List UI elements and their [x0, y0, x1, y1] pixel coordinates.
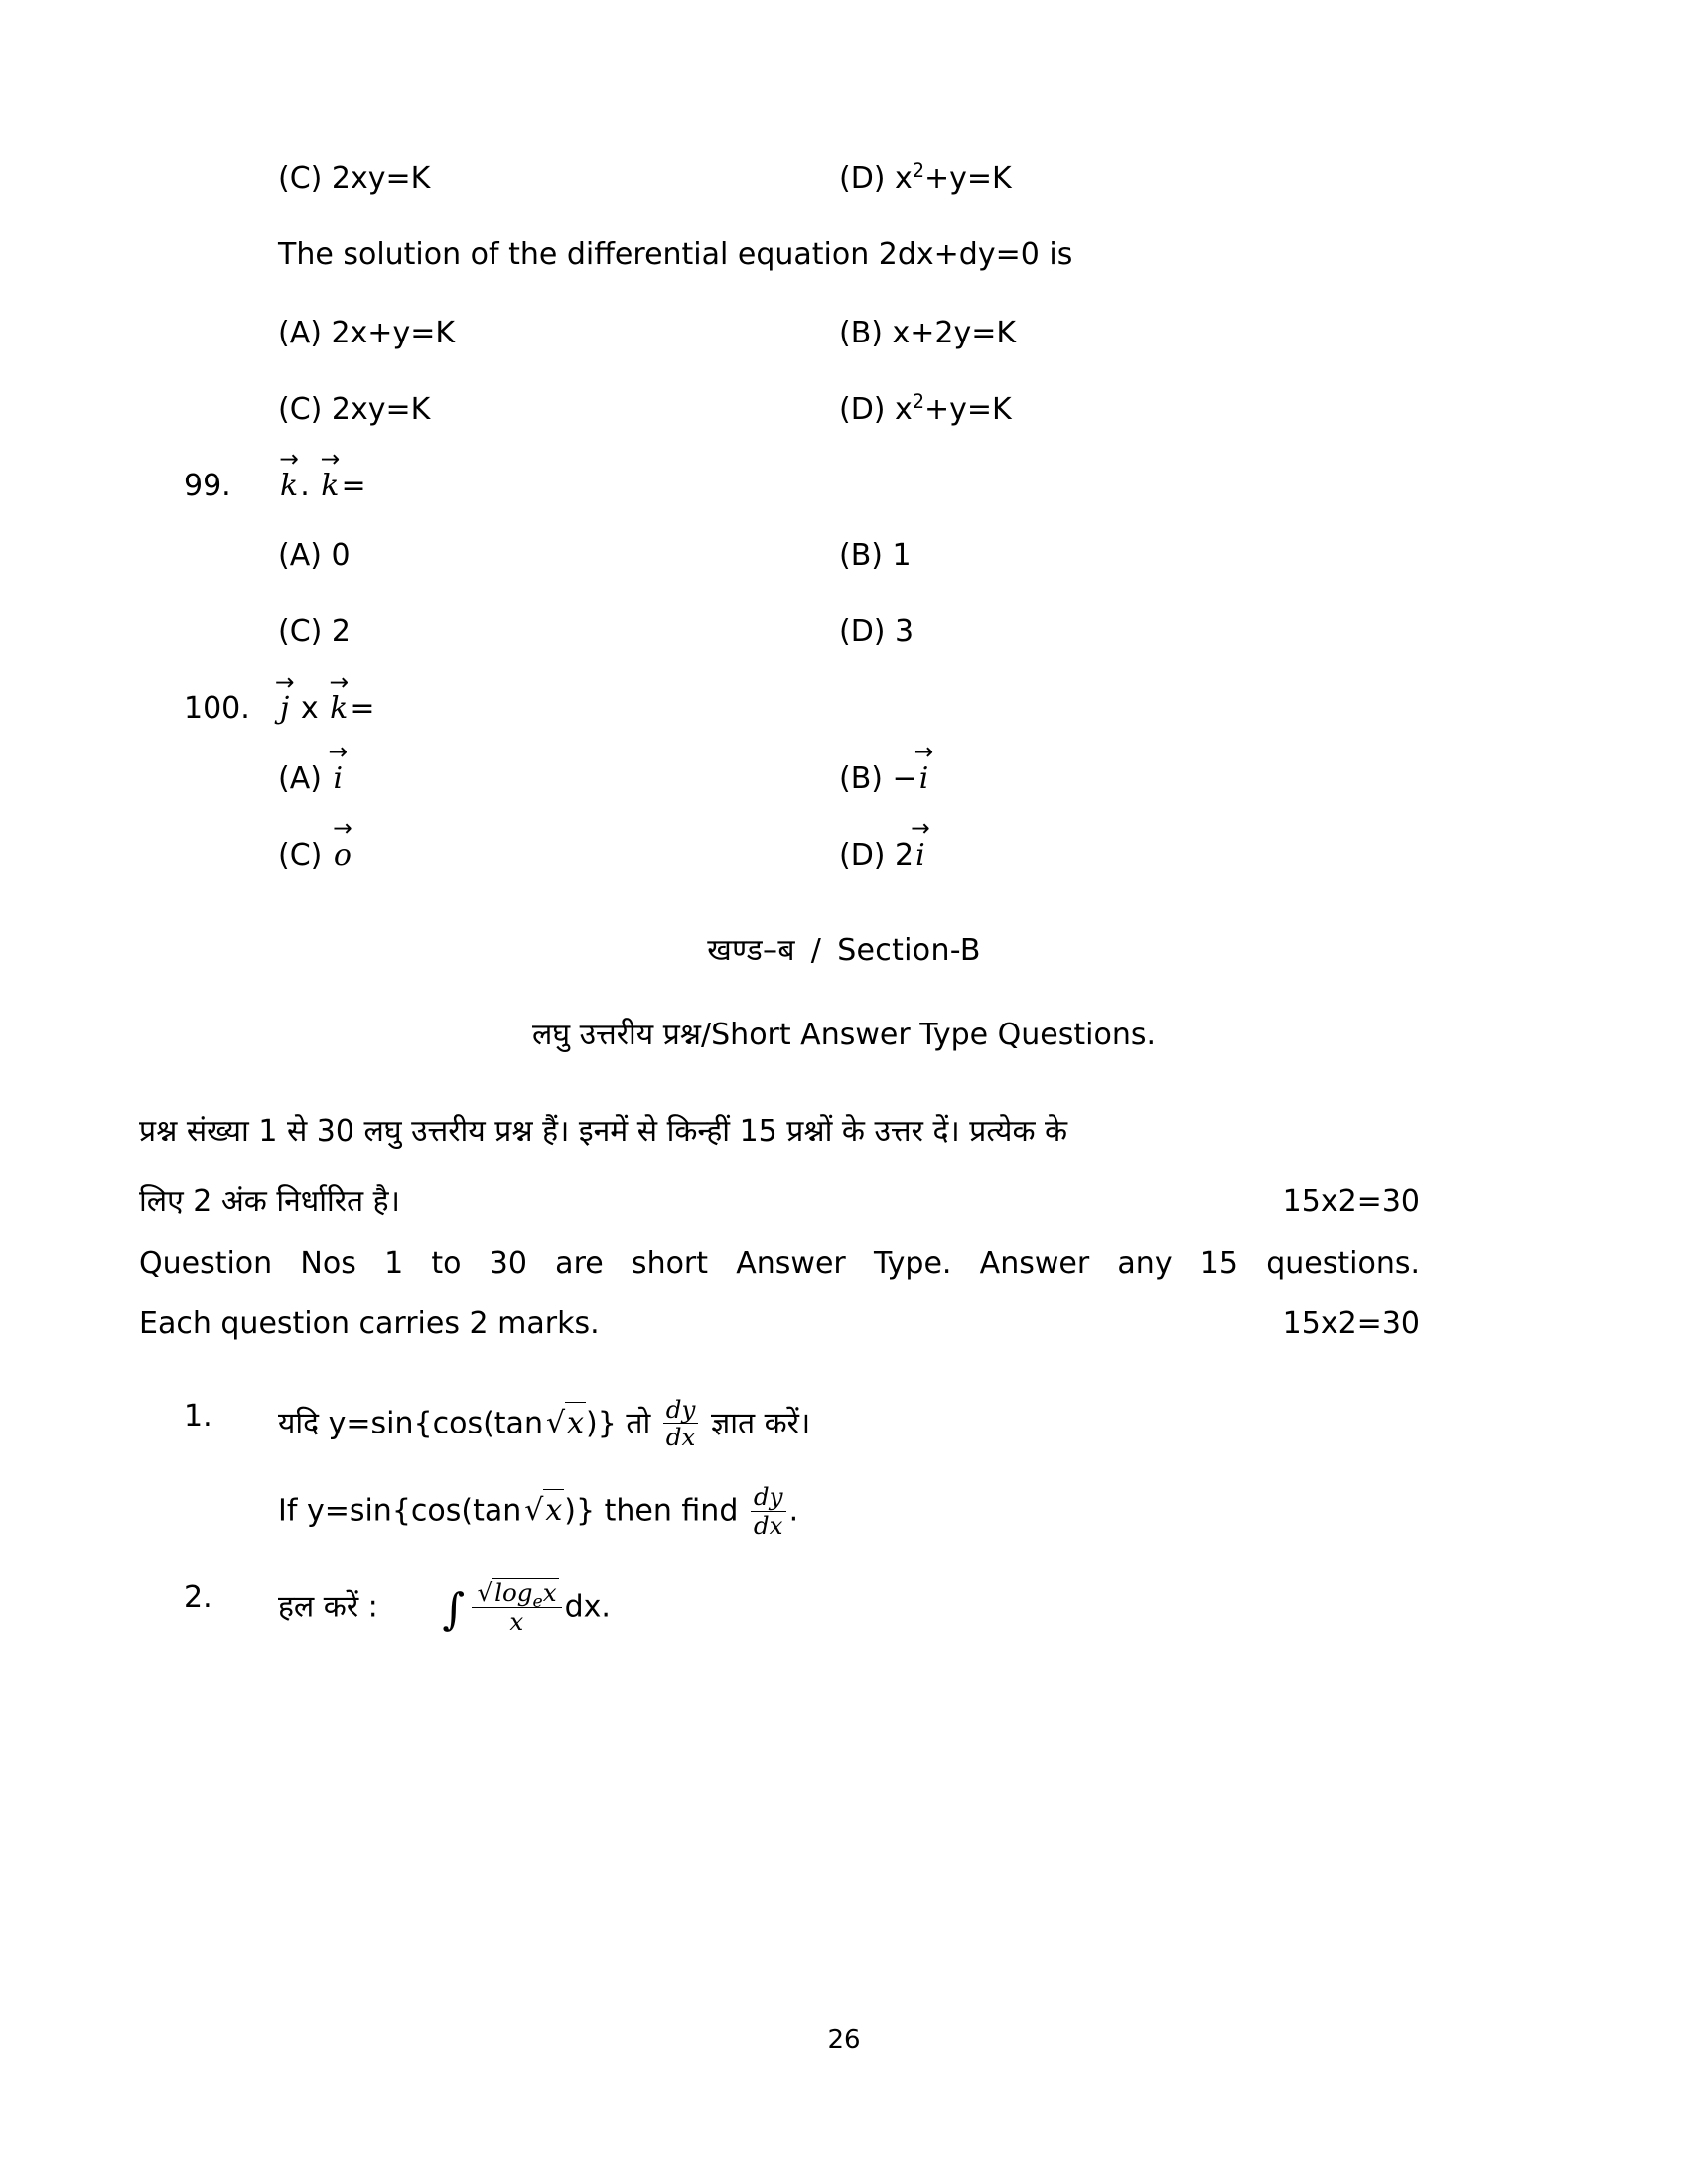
question-99-stem	[278, 467, 1504, 507]
section-heading	[184, 928, 1504, 969]
q99-options-row-ab	[184, 536, 1504, 575]
option-c: (C) 2xy=K	[278, 391, 431, 427]
short-question-2-hindi	[278, 1578, 1504, 1640]
vector-i: i →	[917, 759, 931, 798]
fraction-numerator	[472, 1577, 562, 1612]
question-100-number: 100.	[184, 691, 250, 726]
section-heading-hindi: खण्ड–ब	[707, 932, 795, 968]
log-argument: x	[542, 1577, 557, 1607]
page-content	[139, 159, 1504, 1666]
option-c-label: (C)	[278, 837, 323, 873]
instructions-hindi-marks: 15x2=30	[1282, 1184, 1420, 1219]
options-row-cd	[184, 390, 1504, 429]
option-b: (B) x+2y=K	[839, 315, 1017, 350]
question-99	[184, 467, 1504, 507]
q99-options-row-cd	[184, 613, 1504, 651]
cross-operator: x	[300, 691, 319, 726]
expression-start: y=sin{cos(tan	[328, 1405, 543, 1440]
instructions-english-marks: 15x2=30	[1282, 1306, 1420, 1341]
square-root: √x	[521, 1489, 564, 1532]
integral-icon: ∫	[442, 1584, 465, 1635]
option-b: (B) 1	[839, 538, 912, 573]
vector-j: j →	[278, 689, 291, 730]
fraction-denominator: dx	[753, 1510, 783, 1540]
option-c: (C) 2	[278, 614, 351, 649]
short-question-2	[184, 1578, 1504, 1640]
equals-sign: =	[341, 468, 366, 503]
radicand	[492, 1577, 559, 1612]
fraction-numerator: dy	[751, 1484, 786, 1512]
equals-sign: =	[350, 691, 375, 726]
carryover-options-row	[184, 159, 1504, 198]
option-d	[839, 836, 1504, 875]
option-a-label: (A)	[278, 760, 322, 796]
option-d-prefix: (D) x	[839, 161, 913, 196]
section-subtitle-separator: /	[701, 1017, 712, 1052]
option-d	[839, 159, 1504, 198]
fraction-denominator: x	[509, 1606, 524, 1636]
expression-middle: )} then find	[564, 1493, 739, 1529]
option-d-label: (D) 2	[839, 837, 914, 873]
square-root: √x	[543, 1402, 586, 1444]
hindi-middle: तो	[626, 1405, 651, 1440]
option-a: (A) 0	[278, 538, 351, 573]
option-b	[839, 759, 1504, 798]
section-heading-english: Section-B	[837, 932, 981, 968]
instructions-english-line2	[139, 1294, 1420, 1355]
fraction-denominator: dx	[665, 1423, 696, 1452]
expression-end: )}	[586, 1405, 617, 1440]
instructions-hindi-line1: प्रश्न संख्या 1 से 30 लघु उत्तरीय प्रश्न हैं। इनमें से किन्हीं 15 प्रश्नों के उत्तर दें। प्रत्येक के	[139, 1113, 1068, 1149]
question-statement-english: The solution of the differential equation 2dx+dy=0 is	[278, 237, 1073, 272]
integrand-fraction	[472, 1578, 562, 1635]
hindi-prefix: हल करें :	[278, 1589, 378, 1625]
hindi-prefix: यदि	[278, 1405, 320, 1440]
instructions-english-line2-text: Each question carries 2 marks.	[139, 1306, 600, 1341]
option-d-suffix: +y=K	[924, 391, 1012, 427]
q100-options-row-cd	[184, 836, 1504, 875]
vector-k: k →	[319, 467, 341, 507]
derivative-fraction	[663, 1394, 699, 1452]
fraction-numerator: dy	[663, 1397, 699, 1425]
derivative-fraction	[751, 1484, 786, 1539]
options-row-ab	[184, 314, 1504, 352]
option-a: (A) 2x+y=K	[278, 315, 456, 350]
vector-i: i →	[914, 836, 927, 875]
square-root: $√\log_ex$	[477, 1577, 557, 1612]
log-base: e	[532, 1591, 543, 1612]
radicand: x	[565, 1402, 586, 1444]
question-100	[184, 689, 1504, 730]
radicand: x	[543, 1489, 564, 1532]
short-question-1-english-row	[184, 1484, 1504, 1539]
option-b-label: (B)	[839, 760, 883, 796]
option-d-prefix: (D) x	[839, 391, 913, 427]
section-subtitle	[184, 1013, 1504, 1053]
option-d-exponent: 2	[912, 159, 925, 182]
section-subtitle-hindi: लघु उत्तरीय प्रश्न	[531, 1017, 702, 1052]
short-question-1-hindi	[278, 1394, 1504, 1452]
vector-k: k →	[278, 467, 300, 507]
log-label: log	[494, 1577, 533, 1607]
option-d: (D) 3	[839, 614, 914, 649]
minus-sign: −	[892, 760, 917, 796]
option-c	[278, 836, 839, 875]
short-question-2-number: 2.	[184, 1579, 212, 1615]
instructions-hindi-line2-text: लिए 2 अंक निर्धारित है।	[139, 1184, 400, 1219]
option-c: (C) 2xy=K	[278, 161, 431, 196]
vector-k: k →	[328, 689, 350, 730]
option-d-suffix: +y=K	[924, 161, 1012, 196]
short-question-1-number: 1.	[184, 1398, 212, 1433]
option-d-exponent: 2	[912, 389, 925, 413]
dot-operator: .	[300, 468, 310, 503]
page-number: 26	[827, 2025, 861, 2055]
short-question-1	[184, 1394, 1504, 1452]
vector-i: i →	[331, 759, 345, 798]
question-99-number: 99.	[184, 468, 231, 503]
vector-o: o →	[332, 836, 353, 875]
short-question-1-english	[278, 1484, 1504, 1539]
section-subtitle-english: Short Answer Type Questions.	[711, 1017, 1157, 1052]
section-heading-separator: /	[810, 932, 822, 968]
differential-dx: dx.	[564, 1589, 611, 1625]
q100-options-row-ab	[184, 759, 1504, 798]
expression-start: If y=sin{cos(tan	[278, 1493, 522, 1529]
option-d	[839, 390, 1504, 429]
option-a	[278, 759, 839, 798]
instructions-hindi-line2	[139, 1171, 1420, 1233]
question-100-stem	[278, 689, 1504, 730]
instructions-english-line1: Question Nos 1 to 30 are short Answer Type. Answer any 15 questions.	[139, 1245, 1420, 1281]
hindi-suffix: ज्ञात करें।	[710, 1405, 811, 1440]
expression-end: .	[788, 1493, 799, 1529]
